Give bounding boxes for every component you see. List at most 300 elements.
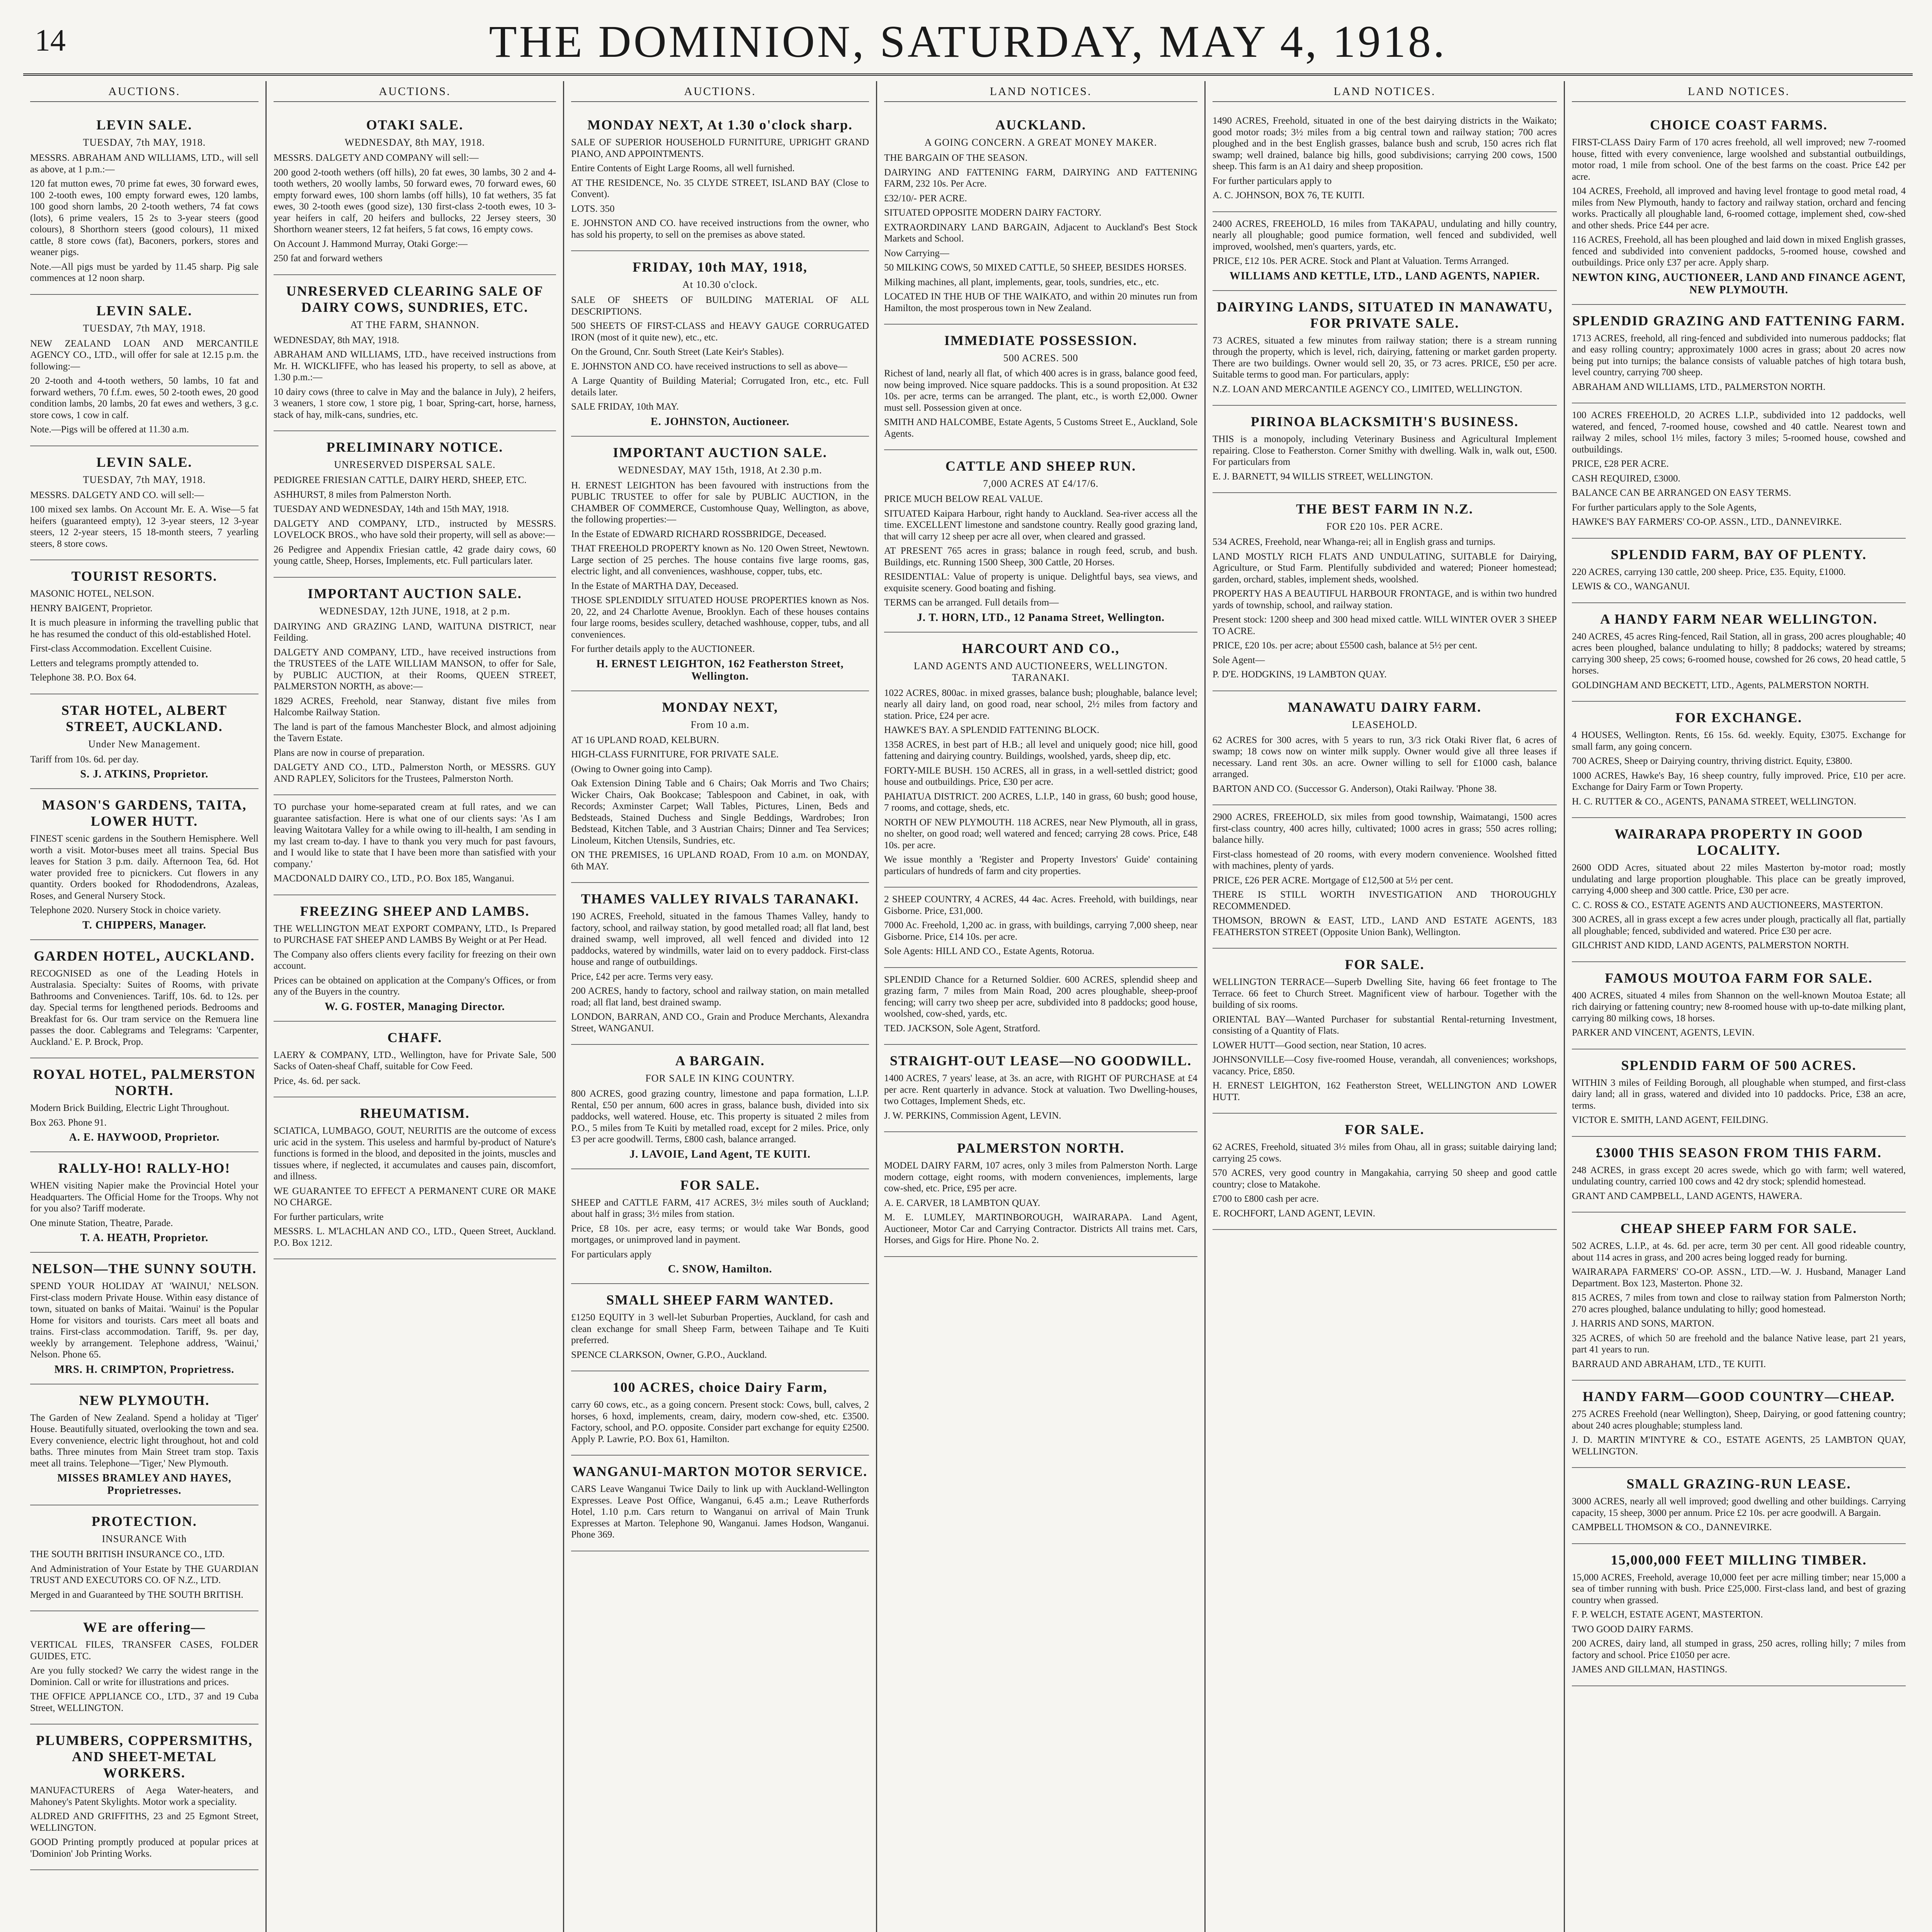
ad-paragraph: For further particulars apply to the Sole Agents,	[1572, 502, 1757, 513]
ad-paragraph: 190 ACRES, Freehold, situated in the famous Thames Valley, handy to factory, school, and railway station, by good metalled road; all flat land, best drained swamp, well improved, all well fenced and divided into 12 paddocks, watered by windmills, water laid on to every paddock. First-class house and range of outbuildings.	[571, 911, 869, 967]
ad-heading: PIRINOA BLACKSMITH'S BUSINESS.	[1250, 414, 1519, 429]
ad-paragraph: On Account J. Hammond Murray, Otaki Gorge:—	[274, 238, 468, 249]
ad-heading: PRELIMINARY NOTICE.	[326, 439, 503, 455]
ad-paragraph: 400 ACRES, situated 4 miles from Shannon on the well-known Moutoa Estate; all rich dairying or fattening country; new 8-roomed house with up-to-date milking plant, carrying 80 milking cows, 18 horses.	[1572, 990, 1906, 1024]
ad-subheading: 7,000 ACRES AT £4/17/6.	[983, 478, 1099, 489]
ad-paragraph: 62 ACRES, Freehold, situated 3½ miles from Ohau, all in grass; suitable dairying land; carrying 25 cows.	[1213, 1142, 1557, 1164]
ad-paragraph: Price, 4s. 6d. per sack.	[274, 1075, 361, 1086]
advertisement	[274, 431, 556, 578]
ad-paragraph: Present stock: 1200 sheep and 300 head mixed cattle. WILL WINTER OVER 3 SHEEP TO ACRE.	[1213, 614, 1557, 636]
ad-paragraph: Tariff from 10s. 6d. per day.	[30, 754, 139, 765]
ad-signature: NEWTON KING, AUCTIONEER, LAND AND FINANCE AGENT, NEW PLYMOUTH.	[1572, 271, 1906, 296]
ad-paragraph: E. J. BARNETT, 94 WILLIS STREET, WELLINGTON.	[1213, 471, 1433, 482]
advertisement	[571, 109, 869, 251]
ad-heading: RALLY-HO! RALLY-HO!	[58, 1160, 231, 1176]
ad-heading: NELSON—THE SUNNY SOUTH.	[32, 1261, 257, 1276]
ad-paragraph: GOOD Printing promptly produced at popular prices at 'Dominion' Job Printing Works.	[30, 1837, 259, 1859]
advertisement	[884, 968, 1197, 1045]
ad-paragraph: PEDIGREE FRIESIAN CATTLE, DAIRY HERD, SHEEP, ETC.	[274, 475, 527, 485]
ad-paragraph: THE SOUTH BRITISH INSURANCE CO., LTD.	[30, 1549, 225, 1560]
ad-signature: C. SNOW, Hamilton.	[668, 1263, 772, 1275]
ad-paragraph: Note.—Pigs will be offered at 11.30 a.m.	[30, 424, 189, 435]
ad-paragraph: SALE OF SUPERIOR HOUSEHOLD FURNITURE, UPRIGHT GRAND PIANO, AND APPOINTMENTS.	[571, 137, 869, 159]
ad-paragraph: LAERY & COMPANY, LTD., Wellington, have for Private Sale, 500 Sacks of Oaten-sheaf Chaff, suitable for Cow Feed.	[274, 1049, 556, 1071]
ad-subheading: Under New Management.	[88, 738, 201, 750]
ad-subheading: From 10 a.m.	[690, 719, 750, 730]
ad-paragraph: PROPERTY HAS A BEAUTIFUL HARBOUR FRONTAGE, and is within two hundred yards of township, school, and railway station.	[1213, 588, 1557, 611]
advertisement	[1572, 109, 1906, 305]
ad-paragraph: H. ERNEST LEIGHTON, 162 Featherston Street, WELLINGTON AND LOWER HUTT.	[1213, 1080, 1557, 1102]
ad-paragraph: PRICE MUCH BELOW REAL VALUE.	[884, 494, 1043, 504]
masthead	[23, 12, 1913, 76]
column-2	[267, 81, 564, 1932]
ad-paragraph: Box 263. Phone 91.	[30, 1117, 107, 1128]
ad-heading: FREEZING SHEEP AND LAMBS.	[300, 903, 530, 919]
advertisement	[884, 109, 1197, 325]
ad-heading: MONDAY NEXT, At 1.30 o'clock sharp.	[587, 117, 853, 133]
ad-paragraph: MANUFACTURERS of Aega Water-heaters, and Mahoney's Patent Skylights. Motor work a speciality.	[30, 1785, 259, 1807]
ad-paragraph: JAMES AND GILLMAN, HASTINGS.	[1572, 1664, 1728, 1675]
ad-signature: T. A. HEATH, Proprietor.	[80, 1232, 209, 1244]
advertisement	[30, 789, 259, 940]
ad-paragraph: In the Estate of MARTHA DAY, Deceased.	[571, 580, 739, 591]
ad-paragraph: SALE FRIDAY, 10th MAY.	[571, 401, 679, 412]
ad-paragraph: WEDNESDAY, 8th MAY, 1918.	[274, 335, 400, 345]
advertisement	[884, 1132, 1197, 1257]
ad-paragraph: PARKER AND VINCENT, AGENTS, LEVIN.	[1572, 1027, 1755, 1038]
ad-paragraph: AT 16 UPLAND ROAD, KELBURN.	[571, 735, 719, 745]
ad-paragraph: HAWKE'S BAY. A SPLENDID FATTENING BLOCK.	[884, 725, 1099, 735]
ad-paragraph: For further particulars apply to	[1213, 175, 1332, 186]
advertisement	[1572, 403, 1906, 539]
ad-paragraph: M. E. LUMLEY, MARTINBOROUGH, WAIRARAPA. Land Agent, Auctioneer, Motor Car and Carrying Contractor. Districts All trains met. Cars, Horses, and Gigs for Hire. Phone No. 2.	[884, 1212, 1197, 1245]
advertisement	[30, 1384, 259, 1506]
ad-signature: J. LAVOIE, Land Agent, TE KUITI.	[629, 1148, 811, 1160]
ad-paragraph: GRANT AND CAMPBELL, LAND AGENTS, HAWERA.	[1572, 1190, 1803, 1201]
ad-heading: SPLENDID GRAZING AND FATTENING FARM.	[1572, 313, 1905, 328]
ad-paragraph: TED. JACKSON, Sole Agent, Stratford.	[884, 1023, 1041, 1034]
ad-paragraph: 325 ACRES, of which 50 are freehold and the balance Native lease, part 21 years, part 41 years to run.	[1572, 1333, 1906, 1355]
ad-heading: 100 ACRES, choice Dairy Farm,	[612, 1379, 828, 1395]
ad-paragraph: MASONIC HOTEL, NELSON.	[30, 588, 154, 599]
ad-heading: HARCOURT AND CO.,	[962, 640, 1120, 656]
advertisement	[571, 1456, 869, 1551]
ad-paragraph: 10 dairy cows (three to calve in May and the balance in July), 2 heifers, 3 weaners, 1 store cow, 1 store pig, 1 boar, Spring-cart, horse, harness, stack of hay, milk-cans, sundries, etc.	[274, 386, 556, 420]
ad-paragraph: SCIATICA, LUMBAGO, GOUT, NEURITIS are the outcome of excess uric acid in the system. This useless and harmful by-product of Nature's functions is formed in the blood, and deposited in the joints, muscles and tissues where, if neglected, it accumulates and causes pain, discomfort, and illness.	[274, 1126, 556, 1182]
ad-heading: 15,000,000 FEET MILLING TIMBER.	[1611, 1552, 1867, 1568]
ad-paragraph: PRICE, £12 10s. PER ACRE. Stock and Plant at Valuation. Terms Arranged.	[1213, 256, 1509, 266]
ad-paragraph: BARTON AND CO. (Successor G. Anderson), Otaki Railway. 'Phone 38.	[1213, 783, 1497, 794]
ad-paragraph: SPENCE CLARKSON, Owner, G.P.O., Auckland.	[571, 1349, 767, 1360]
ad-paragraph: carry 60 cows, etc., as a going concern. Present stock: Cows, bull, calves, 2 horses, 6 hoxd, implements, cream, dairy, modern cow-shed, etc. £3500. Factory, school, and P.O. opposite. Consider part exchange for equity £2500. Apply P. Lawrie, P.O. Box 61, Hamilton.	[571, 1400, 869, 1444]
column-4	[877, 81, 1206, 1932]
ad-paragraph: (Owing to Owner going into Camp).	[571, 764, 713, 774]
ad-paragraph: Sole Agent—	[1213, 655, 1265, 665]
ad-paragraph: N.Z. LOAN AND MERCANTILE AGENCY CO., LIMITED, WELLINGTON.	[1213, 384, 1522, 395]
ad-paragraph: WE GUARANTEE TO EFFECT A PERMANENT CURE OR MAKE NO CHARGE.	[274, 1185, 556, 1208]
ad-paragraph: Milking machines, all plant, implements, gear, tools, sundries, etc., etc.	[884, 277, 1159, 287]
ad-paragraph: E. JOHNSTON AND CO. have received instructions from the owner, who has sold his property, to sell on the premises as above stated.	[571, 218, 869, 240]
advertisement	[30, 694, 259, 789]
ad-heading: DAIRYING LANDS, SITUATED IN MANAWATU, FOR PRIVATE SALE.	[1216, 299, 1553, 331]
ad-paragraph: VERTICAL FILES, TRANSFER CASES, FOLDER GUIDES, ETC.	[30, 1639, 259, 1662]
ad-paragraph: 7000 Ac. Freehold, 1,200 ac. in grass, with buildings, carrying 7,000 sheep, near Gisborne. Price, £14 10s. per acre.	[884, 920, 1197, 942]
ad-paragraph: THERE IS STILL WORTH INVESTIGATION AND THOROUGHLY RECOMMENDED.	[1213, 889, 1557, 912]
ad-paragraph: For further particulars, write	[274, 1211, 384, 1222]
ad-paragraph: Now Carrying—	[884, 248, 949, 259]
ad-heading: LEVIN SALE.	[96, 454, 192, 470]
ad-heading: WE are offering—	[83, 1619, 206, 1635]
ad-paragraph: The Garden of New Zealand. Spend a holiday at 'Tiger' House. Beautifully situated, overlooking the town and sea. Every convenience, electric light throughout, hot and cold baths. Three minutes from Main Street tram stop. Taxis meet all trains. Telephone—'Tiger,' New Plymouth.	[30, 1412, 259, 1469]
ad-subheading: WEDNESDAY, 12th JUNE, 1918, at 2 p.m.	[319, 605, 510, 617]
ad-paragraph: MESSRS. ABRAHAM AND WILLIAMS, LTD., will sell as above, at 1 p.m.:—	[30, 153, 259, 175]
ad-subheading: INSURANCE With	[102, 1533, 187, 1544]
ad-paragraph: 4 HOUSES, Wellington. Rents, £6 15s. 6d. weekly. Equity, £3075. Exchange for small farm, any going concern.	[1572, 730, 1906, 752]
ad-heading: SPLENDID FARM, BAY OF PLENTY.	[1611, 546, 1867, 562]
ad-paragraph: 1713 ACRES, freehold, all ring-fenced and subdivided into numerous paddocks; flat and easy rolling country; approximately 1000 acres in grass; about 20 acres now being put into turnips; the balance consists of valuable patches of high totara bush, level country, carrying 700 sheep.	[1572, 333, 1906, 378]
ad-paragraph: THOSE SPLENDIDLY SITUATED HOUSE PROPERTIES known as Nos. 20, 22, and 24 Charlotte Avenue, Brooklyn. Each of these houses contains four large rooms, besides scullery, detached washhouse, copper, tubs, and all conveniences.	[571, 595, 869, 640]
ad-subheading: TUESDAY, 7th MAY, 1918.	[83, 474, 206, 485]
ad-paragraph: CASH REQUIRED, £3000.	[1572, 473, 1680, 484]
ad-heading: OTAKI SALE.	[366, 117, 464, 133]
ad-heading: SPLENDID FARM OF 500 ACRES.	[1621, 1057, 1857, 1073]
column-header: AUCTIONS.	[274, 85, 556, 102]
ad-paragraph: 20 2-tooth and 4-tooth wethers, 50 lambs, 10 fat and forward wethers, 70 f.f.m. ewes, 50 2-tooth ewes, 20 good condition lambs, 20 lambs, 20 fat ewes and wethers, 3 g.c. store cows, 1 cow in calf.	[30, 376, 259, 420]
ad-paragraph: Richest of land, nearly all flat, of which 400 acres is in grass, balance good feed, now being improved. Nice square paddocks. This is a sound proposition. At £32 10s. per acre, terms can be arranged. The plant, etc., is worth £2,000. Owner must sell. Possession given at once.	[884, 368, 1197, 413]
advertisement	[571, 1045, 869, 1169]
column-header: LAND NOTICES.	[1213, 85, 1557, 102]
ad-paragraph: GOLDINGHAM AND BECKETT, LTD., Agents, PALMERSTON NORTH.	[1572, 680, 1869, 690]
ad-heading: IMPORTANT AUCTION SALE.	[308, 585, 522, 601]
ad-paragraph: 200 good 2-tooth wethers (off hills), 20 fat ewes, 30 lambs, 30 2 and 4-tooth wethers, 20 woolly lambs, 50 forward ewes, 70 forward ewes, 60 empty forward ewes, 100 shorn lambs (off hills), 10 fat wethers, 35 fat ewes, 30 2-tooth ewes (good size), 130 first-class 2-tooth ewes, 10 3-year heifers in calf, 20 heifers and bullocks, 22 Jersey steers, 30 Shorthorn weaner steers, 12 fat heifers, 5 fat cows, 16 empty cows.	[274, 167, 556, 235]
ad-paragraph: GILCHRIST AND KIDD, LAND AGENTS, PALMERSTON NORTH.	[1572, 940, 1849, 951]
ad-paragraph: 248 ACRES, in grass except 20 acres swede, which go with farm; well watered, undulating country, carried 100 cows and 42 dry stock; splendid homestead.	[1572, 1165, 1906, 1187]
advertisement	[1572, 1544, 1906, 1686]
ad-subheading: A GOING CONCERN. A GREAT MONEY MAKER.	[924, 137, 1157, 148]
ad-heading: THE BEST FARM IN N.Z.	[1296, 501, 1473, 517]
ad-subheading: WEDNESDAY, MAY 15th, 1918, At 2.30 p.m.	[618, 464, 822, 476]
ad-paragraph: AT PRESENT 765 acres in grass; balance in rough feed, scrub, and bush. Buildings, etc. Running 1500 Sheep, 300 Cattle, 20 Horses.	[884, 546, 1197, 568]
ad-heading: CATTLE AND SHEEP RUN.	[945, 458, 1136, 474]
ad-paragraph: C. C. ROSS & CO., ESTATE AGENTS AND AUCTIONEERS, MASTERTON.	[1572, 900, 1883, 910]
ad-paragraph: 1022 ACRES, 800ac. in mixed grasses, balance bush; ploughable, balance level; nearly all dairy land, on good road, near school, 2½ miles from factory and station. Price, £24 per acre.	[884, 687, 1197, 721]
ad-paragraph: DAIRYING AND GRAZING LAND, WAITUNA DISTRICT, near Feilding.	[274, 621, 556, 643]
ad-paragraph: THOMSON, BROWN & EAST, LTD., LAND AND ESTATE AGENTS, 183 FEATHERSTON STREET (Opposite Union Bank), Wellington.	[1213, 915, 1557, 937]
ad-paragraph: LOTS. 350	[571, 203, 615, 214]
column-header: LAND NOTICES.	[1572, 85, 1906, 102]
ad-paragraph: CAMPBELL THOMSON & CO., DANNEVIRKE.	[1572, 1522, 1772, 1532]
advertisement	[1572, 539, 1906, 603]
ad-paragraph: TWO GOOD DAIRY FARMS.	[1572, 1624, 1693, 1634]
ad-paragraph: 100 mixed sex lambs. On Account Mr. E. A. Wise—5 fat heifers (guaranteed empty), 12 3-year steers, 12 3-year steers, 12 2-year steers, 15 18-month steers, 7 yearling steers, 8 store cows.	[30, 504, 259, 549]
ad-heading: FAMOUS MOUTOA FARM FOR SALE.	[1605, 970, 1873, 986]
ad-paragraph: ABRAHAM AND WILLIAMS, LTD., PALMERSTON NORTH.	[1572, 381, 1826, 392]
advertisement	[30, 1058, 259, 1152]
ad-paragraph: RECOGNISED as one of the Leading Hotels in Australasia. Specialty: Suites of Rooms, with private Bathrooms and Conveniences. Tariff, 10s. 6d. to 12s. per day. Special terms for lengthened periods. Bedrooms and Breakfast for 6s. Our tram service on the Remuera line passes the door. Cablegrams and Telegrams: 'Carpenter, Auckland.' E. P. Brock, Prop.	[30, 968, 259, 1047]
ad-paragraph: 2 SHEEP COUNTRY, 4 ACRES, 44 4ac. Acres. Freehold, with buildings, near Gisborne. Price, £31,000.	[884, 894, 1197, 916]
ad-paragraph: LEWIS & CO., WANGANUI.	[1572, 581, 1690, 592]
ad-paragraph: MESSRS. DALGETY AND CO. will sell:—	[30, 490, 204, 500]
ad-heading: PLUMBERS, COPPERSMITHS, AND SHEET-METAL WORKERS.	[36, 1733, 253, 1781]
ad-signature: S. J. ATKINS, Proprietor.	[80, 768, 209, 780]
advertisement	[274, 578, 556, 796]
ad-paragraph: RESIDENTIAL: Value of property is unique. Delightful bays, sea views, and exquisite scenery. Good boating and fishing.	[884, 571, 1197, 594]
advertisement	[30, 1152, 259, 1253]
ad-paragraph: 120 fat mutton ewes, 70 prime fat ewes, 30 forward ewes, 100 2-tooth ewes, 100 empty forward ewes, 120 lambs, 100 good shorn lambs, 20 2-tooth wethers, 74 fat cows (lots), 6 prime vealers, 15 2s to 3-year steers (good colours), 8 Shorthorn steers (good colours), 11 mixed cattle, 8 store cows (fat), Baconers, porkers, stores and weaner pigs.	[30, 179, 259, 257]
advertisement	[1213, 291, 1557, 406]
advertisement	[274, 275, 556, 432]
ad-paragraph: 2900 ACRES, FREEHOLD, six miles from good township, Waimatangi, 1500 acres first-class country, 400 acres hilly, cultivated; 1000 acres in grass; 550 acres rolling; balance hilly.	[1213, 812, 1557, 845]
advertisement	[571, 883, 869, 1045]
advertisement	[30, 1505, 259, 1611]
ad-signature: H. ERNEST LEIGHTON, 162 Featherston Street, Wellington.	[596, 658, 844, 682]
ad-signature: T. CHIPPERS, Manager.	[82, 919, 206, 931]
ad-paragraph: WHEN visiting Napier make the Provincial Hotel your Headquarters. The Official Home for the Troops. Why not for you also? Tariff moderate.	[30, 1180, 259, 1214]
ad-paragraph: DALGETY AND CO., LTD., Palmerston North, or MESSRS. GUY AND RAPLEY, Solicitors for the Trustees, Palmerston North.	[274, 762, 556, 784]
ad-paragraph: DALGETY AND COMPANY, LTD., instructed by MESSRS. LOVELOCK BROS., who have sold their property, will sell as above:—	[274, 518, 556, 540]
advertisement	[30, 1725, 259, 1870]
ad-paragraph: Plans are now in course of preparation.	[274, 747, 425, 758]
advertisement	[30, 560, 259, 694]
ad-paragraph: The Company also offers clients every facility for freezing on their own account.	[274, 949, 556, 971]
ad-paragraph: 104 ACRES, Freehold, all improved and having level frontage to good metal road, 4 miles from New Plymouth, handy to factory and railway station, orchard and fencing works. Practically all ploughable land, 6-roomed cottage, implement shed, cow-shed and other sheds. Price £44 per acre.	[1572, 186, 1906, 231]
ad-paragraph: TUESDAY AND WEDNESDAY, 14th and 15th MAY, 1918.	[274, 504, 509, 514]
ad-heading: THAMES VALLEY RIVALS TARANAKI.	[581, 891, 859, 906]
ad-paragraph: DAIRYING AND FATTENING FARM, DAIRYING AND FATTENING FARM, 232 10s. Per Acre.	[884, 167, 1197, 189]
ad-heading: A BARGAIN.	[675, 1053, 765, 1068]
ad-paragraph: SMITH AND HALCOMBE, Estate Agents, 5 Customs Street E., Auckland, Sole Agents.	[884, 417, 1197, 439]
advertisement	[571, 437, 869, 691]
advertisement	[30, 940, 259, 1059]
ad-paragraph: 2400 ACRES, FREEHOLD, 16 miles from TAKAPAU, undulating and hilly country, nearly all ploughable; good pumice formation, well fenced and subdivided, well improved, woolshed, men's quarters, yards, etc.	[1213, 218, 1557, 252]
ad-paragraph: 220 ACRES, carrying 130 cattle, 200 sheep. Price, £35. Equity, £1000.	[1572, 566, 1846, 577]
ad-paragraph: EXTRAORDINARY LAND BARGAIN, Adjacent to Auckland's Best Stock Markets and School.	[884, 222, 1197, 244]
ad-paragraph: WAIRARAPA FARMERS' CO-OP. ASSN., LTD.—W. J. Husband, Manager Land Department. Box 123, Masterton. Phone 32.	[1572, 1267, 1906, 1289]
ad-paragraph: 502 ACRES, L.I.P., at 4s. 6d. per acre, term 30 per cent. All good rideable country, about 114 acres in grass, and 200 acres being logged ready for burning.	[1572, 1241, 1906, 1263]
ad-heading: MASON'S GARDENS, TAITA, LOWER HUTT.	[42, 797, 247, 829]
ad-paragraph: ALDRED AND GRIFFITHS, 23 and 25 Egmont Street, WELLINGTON.	[30, 1811, 259, 1833]
ad-paragraph: MACDONALD DAIRY CO., LTD., P.O. Box 185, Wanganui.	[274, 873, 514, 884]
ad-paragraph: FORTY-MILE BUSH. 150 ACRES, all in grass, in a well-settled district; good house and outbuildings. Price, £30 per acre.	[884, 765, 1197, 787]
ad-subheading: TUESDAY, 7th MAY, 1918.	[83, 137, 206, 148]
advertisement	[1213, 805, 1557, 949]
ad-heading: MONDAY NEXT,	[662, 699, 778, 715]
ad-paragraph: A Large Quantity of Building Material; Corrugated Iron, etc., etc. Full details later.	[571, 376, 869, 398]
ad-paragraph: In the Estate of EDWARD RICHARD ROSSBRIDGE, Deceased.	[571, 529, 827, 539]
ad-paragraph: Telephone 38. P.O. Box 64.	[30, 672, 136, 683]
ad-paragraph: SPLENDID Chance for a Returned Soldier. 600 ACRES, splendid sheep and grazing farm, 7 miles from Main Road, 200 acres ploughable, sheep-proof fencing; will carry two sheep per acre, subdivided into 8 paddocks; good house, woolshed, cow-shed, yards, etc.	[884, 974, 1197, 1019]
advertisement	[30, 446, 259, 561]
advertisement	[1213, 691, 1557, 806]
ad-paragraph: THIS is a monopoly, including Veterinary Business and Agricultural Implement repairing. Close to Featherston. Corner Smithy with dwelling. Walk in, walk out, £500. For particulars from	[1213, 434, 1557, 467]
ad-paragraph: 1000 ACRES, Hawke's Bay, 16 sheep country, fully improved. Price, £10 per acre. Exchange for Dairy Farm or Town Property.	[1572, 770, 1906, 792]
ad-heading: UNRESERVED CLEARING SALE OF DAIRY COWS, SUNDRIES, ETC.	[286, 283, 544, 315]
ad-paragraph: 815 ACRES, 7 miles from town and close to railway station from Palmerston North; 270 acres ploughed, balance undulating to hilly; good homestead.	[1572, 1293, 1906, 1315]
ad-paragraph: JOHNSONVILLE—Cosy five-roomed House, verandah, all conveniences; workshops, vacancy. Price, £850.	[1213, 1054, 1557, 1077]
ad-paragraph: E. JOHNSTON AND CO. have received instructions to sell as above—	[571, 361, 847, 372]
ad-heading: FOR EXCHANGE.	[1675, 710, 1802, 725]
ad-paragraph: Modern Brick Building, Electric Light Throughout.	[30, 1103, 230, 1113]
ad-paragraph: BARRAUD AND ABRAHAM, LTD., TE KUITI.	[1572, 1359, 1766, 1369]
ad-paragraph: F. P. WELCH, ESTATE AGENT, MASTERTON.	[1572, 1609, 1763, 1620]
ad-paragraph: LOCATED IN THE HUB OF THE WAIKATO, and within 20 minutes run from Hamilton, the most prosperous town in New Zealand.	[884, 291, 1197, 313]
ad-paragraph: Price, £8 10s. per acre, easy terms; or would take War Bonds, good mortgages, or unimproved land in payment.	[571, 1223, 869, 1245]
ad-heading: NEW PLYMOUTH.	[79, 1392, 210, 1408]
ad-paragraph: PAHIATUA DISTRICT. 200 ACRES, L.I.P., 140 in grass, 60 bush; good house, 7 rooms, and cottage, sheds, etc.	[884, 791, 1197, 813]
ad-paragraph: CARS Leave Wanganui Twice Daily to link up with Auckland-Wellington Expresses. Leave Post Office, Wanganui, 6.45 a.m.; Leave Rutherfords Hotel, 1.10 p.m. Cars return to Wanganui on arrival of Main Trunk Expresses at Marton. Telephone 90, Wanganui. James Hodson, Wanganui. Phone 369.	[571, 1484, 869, 1540]
ad-paragraph: LAND MOSTLY RICH FLATS AND UNDULATING, SUITABLE for Dairying, Agriculture, or Stud Farm. Plentifully subdivided and watered; Pioneer homestead; garden, orchard, stables, implement sheds, woolshed.	[1213, 551, 1557, 585]
ad-heading: FOR SALE.	[1345, 957, 1425, 972]
ad-heading: LEVIN SALE.	[96, 303, 192, 318]
ad-heading: STRAIGHT-OUT LEASE—NO GOODWILL.	[889, 1053, 1192, 1068]
ad-paragraph: ASHHURST, 8 miles from Palmerston North.	[274, 489, 451, 500]
ad-paragraph: LOWER HUTT—Good section, near Station, 10 acres.	[1213, 1040, 1427, 1051]
ad-signature: W. G. FOSTER, Managing Director.	[325, 1000, 505, 1013]
ad-paragraph: NEW ZEALAND LOAN AND MERCANTILE AGENCY CO., LTD., will offer for sale at 12.15 p.m. the following:—	[30, 338, 259, 372]
ad-heading: GARDEN HOTEL, AUCKLAND.	[34, 948, 255, 964]
ad-heading: CHEAP SHEEP FARM FOR SALE.	[1620, 1221, 1857, 1236]
ad-paragraph: SALE OF SHEETS OF BUILDING MATERIAL OF ALL DESCRIPTIONS.	[571, 295, 869, 317]
ad-paragraph: DALGETY AND COMPANY, LTD., have received instructions from the TRUSTEES of the LATE WILLIAM MANSON, to offer for Sale, by PUBLIC AUCTION, at their Rooms, QUEEN STREET, PALMERSTON NORTH, as above:—	[274, 647, 556, 692]
ad-paragraph: £700 to £800 cash per acre.	[1213, 1194, 1319, 1204]
ad-paragraph: SHEEP and CATTLE FARM, 417 ACRES, 3½ miles south of Auckland; about half in grass; 3½ miles from station.	[571, 1197, 869, 1219]
ad-heading: WAIRARAPA PROPERTY IN GOOD LOCALITY.	[1614, 826, 1863, 858]
ad-paragraph: 26 Pedigree and Appendix Friesian cattle, 42 grade dairy cows, 60 young cattle, Sheep, Horses, Implements, etc. Full particulars later.	[274, 544, 556, 566]
advertisement	[571, 251, 869, 437]
advertisement	[884, 325, 1197, 450]
advertisement	[1213, 406, 1557, 493]
advertisement	[274, 795, 556, 895]
ad-paragraph: THE WELLINGTON MEAT EXPORT COMPANY, LTD., Is Prepared to PURCHASE FAT SHEEP AND LAMBS By Weight or at Per Head.	[274, 923, 556, 945]
ad-subheading: FOR £20 10s. PER ACRE.	[1326, 521, 1443, 532]
columns-container	[23, 81, 1913, 1932]
ad-subheading: UNRESERVED DISPERSAL SALE.	[334, 459, 496, 470]
ad-paragraph: A. E. CARVER, 18 LAMBTON QUAY.	[884, 1197, 1040, 1208]
advertisement	[1213, 493, 1557, 691]
column-header: AUCTIONS.	[571, 85, 869, 102]
ad-paragraph: 534 ACRES, Freehold, near Whanga-rei; all in English grass and turnips.	[1213, 537, 1496, 547]
ad-paragraph: 250 fat and forward wethers	[274, 253, 383, 264]
advertisement	[1572, 962, 1906, 1049]
ad-paragraph: PRICE, £28 PER ACRE.	[1572, 459, 1669, 469]
column-header: LAND NOTICES.	[884, 85, 1197, 102]
ad-paragraph: AT THE RESIDENCE, No. 35 CLYDE STREET, ISLAND BAY (Close to Convent).	[571, 177, 869, 199]
ad-paragraph: 275 ACRES Freehold (near Wellington), Sheep, Dairying, or good fattening country; about 240 acres ploughable; stumpless land.	[1572, 1409, 1906, 1431]
ad-heading: A HANDY FARM NEAR WELLINGTON.	[1600, 611, 1878, 627]
ad-heading: AUCKLAND.	[995, 117, 1086, 133]
ad-heading: LEVIN SALE.	[96, 117, 192, 133]
advertisement	[274, 1097, 556, 1259]
ad-heading: STAR HOTEL, ALBERT STREET, AUCKLAND.	[61, 702, 228, 734]
ad-paragraph: HENRY BAIGENT, Proprietor.	[30, 603, 153, 614]
ad-paragraph: Are you fully stocked? We carry the widest range in the Dominion. Call or write for illustrations and prices.	[30, 1665, 259, 1687]
ad-paragraph: 700 ACRES, Sheep or Dairying country, thriving district. Equity, £3800.	[1572, 756, 1852, 766]
ad-subheading: AT THE FARM, SHANNON.	[350, 319, 480, 330]
ad-paragraph: 2600 ODD Acres, situated about 22 miles Masterton by-motor road; mostly undulating and large proportion ploughable. This place can be greatly improved, carrying 4,000 sheep and 300 cattle. Price, £30 per acre.	[1572, 862, 1906, 896]
advertisement	[1213, 212, 1557, 291]
advertisement	[571, 1169, 869, 1284]
advertisement	[1572, 1049, 1906, 1137]
ad-paragraph: Prices can be obtained on application at the Company's Offices, or from any of the Buyers in the country.	[274, 975, 556, 997]
ad-paragraph: Letters and telegrams promptly attended to.	[30, 658, 199, 668]
ad-paragraph: J. HARRIS AND SONS, MARTON.	[1572, 1318, 1714, 1329]
ad-paragraph: We issue monthly a 'Register and Property Investors' Guide' containing particulars of hundreds of farm and city properties.	[884, 854, 1197, 876]
ad-paragraph: MODEL DAIRY FARM, 107 acres, only 3 miles from Palmerston North. Large modern cottage, eight rooms, with modern conveniences, implements, large cow-shed, etc. Price, £95 per acre.	[884, 1160, 1197, 1194]
ad-paragraph: 240 ACRES, 45 acres Ring-fenced, Rail Station, all in grass, 200 acres ploughable; 40 acres been ploughed, balance undulating to hilly; 8 paddocks; watered by streams; carrying 300 sheep, 25 cows; 6-roomed house, cowshed for 26 cows, 20 head cattle, 5 horses.	[1572, 631, 1906, 676]
ad-paragraph: £1250 EQUITY in 3 well-let Suburban Properties, Auckland, for cash and clean exchange for small Sheep Farm, between Taihape and Te Kuiti preferred.	[571, 1312, 869, 1345]
ad-paragraph: ABRAHAM AND WILLIAMS, LTD., have received instructions from Mr. H. WICKLIFFE, who has leased his property, to sell as above, at 1.30 p.m.:—	[274, 349, 556, 383]
ad-subheading: WEDNESDAY, 8th MAY, 1918.	[344, 137, 485, 148]
advertisement	[1213, 109, 1557, 212]
ad-paragraph: Telephone 2020. Nursery Stock in choice variety.	[30, 905, 221, 915]
ad-heading: WANGANUI-MARTON MOTOR SERVICE.	[572, 1464, 868, 1479]
ad-paragraph: And Administration of Your Estate by THE GUARDIAN TRUST AND EXECUTORS CO. OF N.Z., LTD.	[30, 1563, 259, 1585]
ad-paragraph: HAWKE'S BAY FARMERS' CO-OP. ASSN., LTD., DANNEVIRKE.	[1572, 517, 1842, 527]
advertisement	[274, 895, 556, 1022]
ad-signature: WILLIAMS AND KETTLE, LTD., LAND AGENTS, NAPIER.	[1230, 270, 1540, 282]
ad-paragraph: It is much pleasure in informing the travelling public that he has resumed the conduct of this old-established Hotel.	[30, 617, 259, 639]
ad-heading: MANAWATU DAIRY FARM.	[1287, 699, 1482, 715]
ad-paragraph: 73 ACRES, situated a few minutes from railway station; there is a stream running through the property, which is level, rich, dairying, fattening or market garden property. There are two buildings. Owner would sell 20, 35, or 73 acres. PRICE, £50 per acre. Suitable terms to good man. For particulars, apply:	[1213, 335, 1557, 380]
page-number: 14	[35, 24, 66, 58]
ad-heading: HANDY FARM—GOOD COUNTRY—CHEAP.	[1582, 1389, 1895, 1404]
ad-paragraph: 1358 ACRES, in best part of H.B.; all level and uniquely good; nice hill, good fattening and dairying country. Buildings, woolshed, yards, sheep dip, etc.	[884, 739, 1197, 761]
ad-paragraph: WITHIN 3 miles of Feilding Borough, all ploughable when stumped, and first-class dairy land; all in grass, watered and divided into 10 paddocks. Price, £38 an acre, terms.	[1572, 1077, 1906, 1111]
ad-paragraph: NORTH OF NEW PLYMOUTH. 118 ACRES, near New Plymouth, all in grass, no shelter, on good road; well watered and fenced; carrying 28 cows. Price, £48 10s. per acre.	[884, 817, 1197, 850]
ad-paragraph: PRICE, £26 PER ACRE. Mortgage of £12,500 at 5½ per cent.	[1213, 875, 1453, 886]
ad-heading: PROTECTION.	[91, 1514, 197, 1529]
advertisement	[571, 691, 869, 883]
ad-paragraph: Oak Extension Dining Table and 6 Chairs; Oak Morris and Two Chairs; Wicker Chairs, Oak Bookcase; Tablespoon and Cabinet, in oak, with Records; Axminster Carpet; Wall Tables, Pictures, Linen, Beds and Bedsteads, Stained Duchess and Single Beddings, Wardrobes; Iron Bedstead, Kitchen Table, and 3 Austrian Chairs; Dinner and Tea Services; Linoleum, Kitchen Utensils, Sundries, etc.	[571, 778, 869, 846]
advertisement	[1572, 1468, 1906, 1544]
ad-paragraph: ON THE PREMISES, 16 UPLAND ROAD, From 10 a.m. on MONDAY, 6th MAY.	[571, 850, 869, 872]
ad-paragraph: 200 ACRES, dairy land, all stumped in grass, 250 acres, rolling hilly; 7 miles from factory and school. Price £1050 per acre.	[1572, 1638, 1906, 1660]
column-5	[1206, 81, 1565, 1932]
ad-paragraph: A. C. JOHNSON, BOX 76, TE KUITI.	[1213, 190, 1365, 201]
ad-paragraph: 1490 ACRES, Freehold, situated in one of the best dairying districts in the Waikato; good motor roads; 3½ miles from a big central town and railway station; 700 acres ploughed and in the best English grasses, balance bush and scrub, 150 acres rich flat swamp; well drained, balance big hills, good subdivisions; carrying 200 cows, 1500 sheep. This farm is an A1 dairy and sheep proposition.	[1213, 116, 1557, 172]
column-1	[23, 81, 267, 1932]
ad-heading: IMMEDIATE POSSESSION.	[944, 333, 1138, 348]
advertisement	[1572, 603, 1906, 702]
ad-paragraph: 200 ACRES, handy to factory, school and railway station, on main metalled road; all flat land, best drained swamp.	[571, 986, 869, 1008]
ad-paragraph: The land is part of the famous Manchester Block, and almost adjoining the Tavern Estate.	[274, 721, 556, 743]
ad-paragraph: THE BARGAIN OF THE SEASON.	[884, 153, 1028, 163]
ad-paragraph: On the Ground, Cnr. South Street (Late Keir's Stables).	[571, 347, 784, 357]
ad-paragraph: FINEST scenic gardens in the Southern Hemisphere. Well worth a visit. Motor-buses meet all trains. Special Bus leaves for Station 3 p.m. daily. Afternoon Tea, 6d. Hot water provided free to picnickers. Cut flowers in any quantity. Orders booked for Rhododendrons, Azaleas, Roses, and General Nursery Stock.	[30, 833, 259, 901]
advertisement	[30, 295, 259, 446]
ad-paragraph: 15,000 ACRES, Freehold, average 10,000 feet per acre milling timber; near 15,000 a sea of timber running with bush. Price £25,000. First-class land, and best of grazing country when grassed.	[1572, 1572, 1906, 1605]
ad-paragraph: 62 ACRES for 300 acres, with 5 years to run, 3/3 rick Otaki River flat, 6 acres of swamp; 18 cows now on winter milk supply. Owner would give all three leases if necessary. Land rent 30s. an acre. Owner willing to sell for £1000 cash, balance arranged.	[1213, 735, 1557, 779]
advertisement	[30, 1253, 259, 1384]
advertisement	[884, 450, 1197, 633]
ad-heading: FOR SALE.	[1345, 1122, 1425, 1137]
ad-subheading: 500 ACRES. 500	[1003, 352, 1078, 364]
ad-paragraph: MESSRS. L. M'LACHLAN AND CO., LTD., Queen Street, Auckland. P.O. Box 1212.	[274, 1226, 556, 1248]
advertisement	[30, 109, 259, 295]
ad-paragraph: £32/10/- PER ACRE.	[884, 193, 967, 204]
ad-paragraph: 50 MILKING COWS, 50 MIXED CATTLE, 50 SHEEP, BESIDES HORSES.	[884, 262, 1187, 273]
ad-signature: MISSES BRAMLEY AND HAYES, Proprietresses.	[57, 1472, 231, 1497]
ad-paragraph: Sole Agents: HILL AND CO., Estate Agents, Rotorua.	[884, 946, 1095, 956]
ad-heading: £3000 THIS SEASON FROM THIS FARM.	[1595, 1145, 1882, 1160]
ad-paragraph: VICTOR E. SMITH, LAND AGENT, FEILDING.	[1572, 1115, 1769, 1125]
ad-paragraph: 100 ACRES FREEHOLD, 20 ACRES L.I.P., subdivided into 12 paddocks, well watered, and fenced, 7-roomed house, cowshed and 40 cattle. Nearest town and railway 2 miles, school 1½ miles, factory 3 miles; 5-roomed house, cowshed and outbuildings.	[1572, 410, 1906, 455]
ad-paragraph: HIGH-CLASS FURNITURE, FOR PRIVATE SALE.	[571, 749, 779, 760]
ad-paragraph: Merged in and Guaranteed by THE SOUTH BRITISH.	[30, 1589, 243, 1600]
ad-heading: FOR SALE.	[680, 1177, 760, 1193]
ad-paragraph: H. ERNEST LEIGHTON has been favoured with instructions from the PUBLIC TRUSTEE to offer for sale by PUBLIC AUCTION, in the CHAMBER OF COMMERCE, Customhouse Quay, Wellington, as above, the following properties:—	[571, 480, 869, 525]
advertisement	[1572, 1213, 1906, 1381]
